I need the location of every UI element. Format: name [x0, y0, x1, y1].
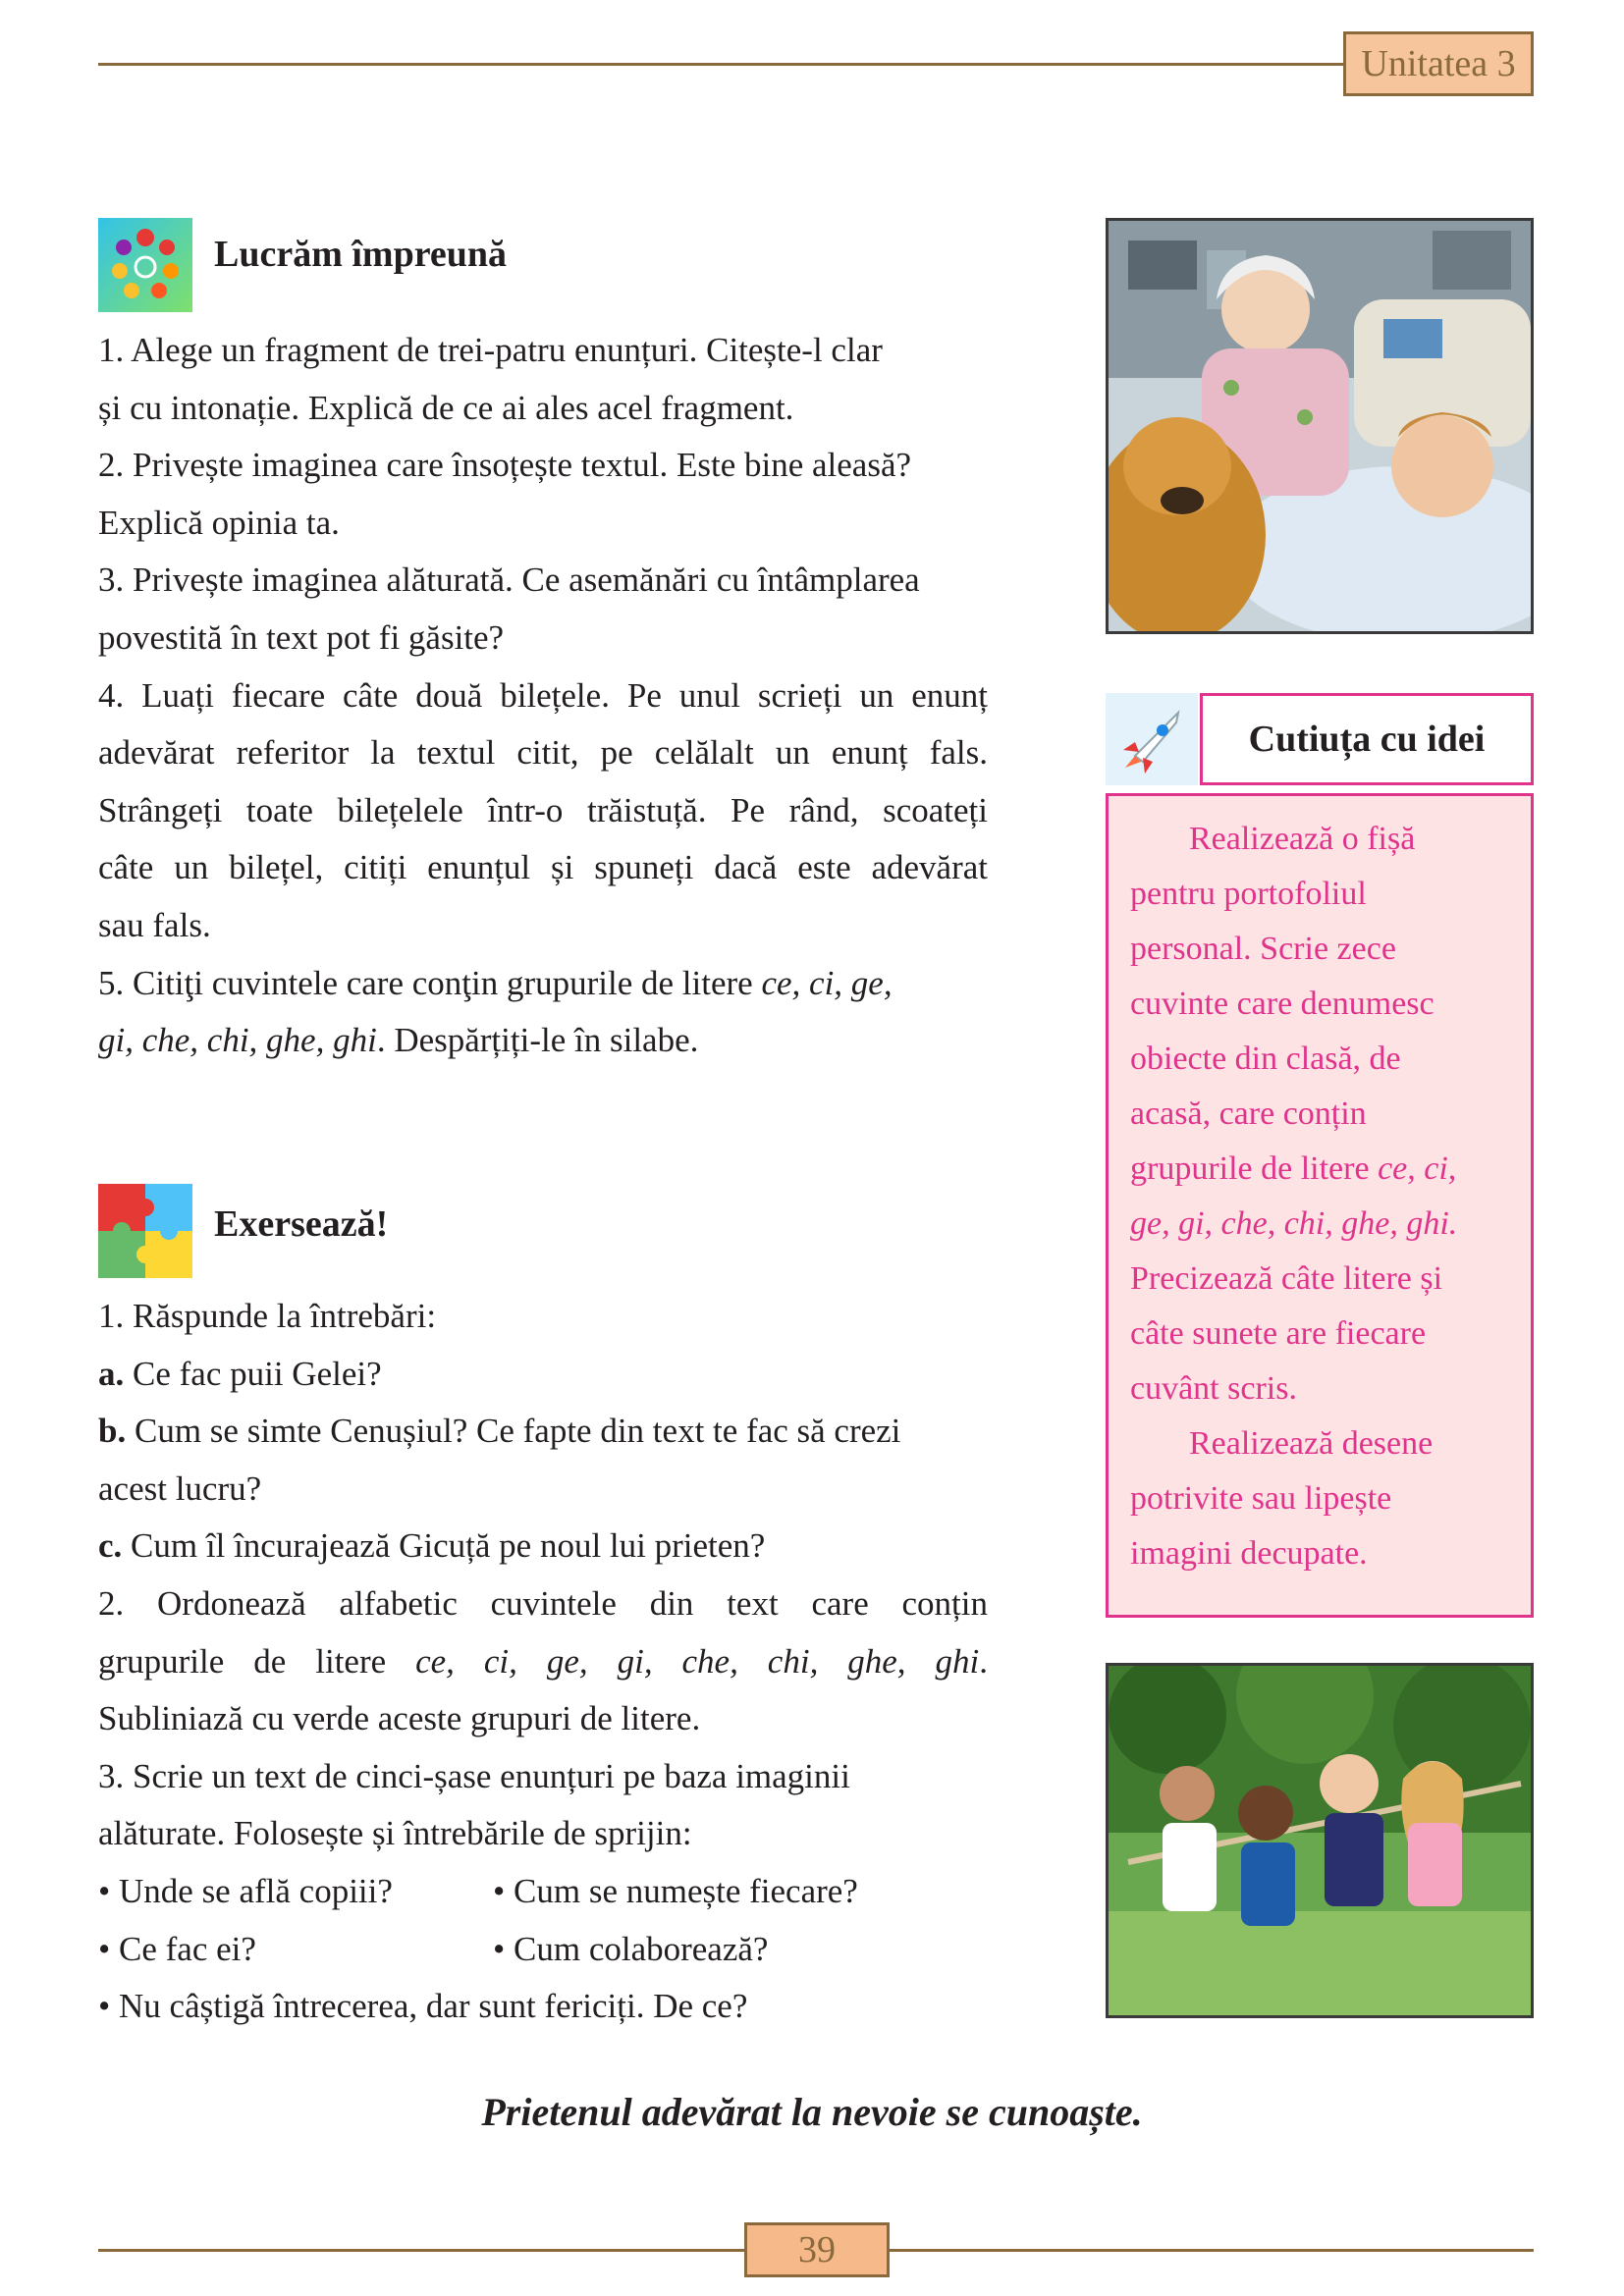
exercise-q2b: [98, 1633, 988, 1691]
exercise-qa-label: a.: [98, 1354, 125, 1393]
exercise-qa-text: Ce fac puii Gelei?: [124, 1354, 382, 1393]
bullet-doing: • Ce fac ei?: [98, 1929, 256, 1968]
exercise-q2c: Subliniază cu verde aceste grupuri de litere.: [98, 1699, 701, 1738]
work-item-4d: câte un bilețel, citiți enunțul și spuneți dacă este adevărat: [98, 848, 988, 887]
exercise-q1: 1. Răspunde la întrebări:: [98, 1297, 437, 1335]
work-item-2b: Explică opinia ta.: [98, 503, 340, 542]
ideas-line-4: cuvinte care denumesc: [1130, 986, 1435, 1022]
exercise-q2b-letters: ce, ci, ge, gi, che, chi, ghe, ghi: [415, 1641, 980, 1681]
work-item-4a: 4. Luați fiecare câte două bilețele. Pe unul scrieți un enunț: [98, 675, 988, 715]
section-title-exercise: Exersează!: [214, 1203, 389, 1245]
ideas-line-7: [1130, 1142, 1513, 1197]
work-item-1b: și cu intonație. Explică de ce ai ales acel fragment.: [98, 388, 794, 427]
exercise-q2b-suffix: .: [979, 1641, 988, 1681]
exercise-qb-label: b.: [98, 1412, 127, 1451]
exercise-qb2: acest lucru?: [98, 1468, 262, 1508]
ideas-line-5: obiecte din clasă, de: [1130, 1041, 1401, 1077]
work-item-2a: 2. Privește imaginea care însoțește textul. Este bine aleasă?: [98, 446, 912, 485]
work-items: [98, 322, 988, 1070]
exercise-q3b: alăturate. Folosește și întrebările de sprijin:: [98, 1814, 692, 1853]
ideas-line-3: personal. Scrie zece: [1130, 931, 1396, 967]
bullet-collaborate: • Cum colaborează?: [493, 1929, 769, 1968]
ideas-line-2: pentru portofoliul: [1130, 876, 1367, 912]
ideas-line-8-letters: ge, gi, che, chi, ghe, ghi.: [1130, 1205, 1458, 1242]
work-item-5-prefix: 5. Citiţi cuvintele care conţin grupurile de litere: [98, 963, 762, 1002]
hospital-photo: [1106, 218, 1534, 634]
work-item-4e: sau fals.: [98, 905, 211, 944]
bullet-row-2: [98, 1921, 988, 1979]
exercise-q2b-prefix: grupurile de litere: [98, 1641, 416, 1681]
ideas-line-10: câte sunete are fiecare: [1130, 1315, 1427, 1352]
exercise-qc-label: c.: [98, 1526, 123, 1566]
exercise-q2a: 2. Ordonează alfabetic cuvintele din text care conțin: [98, 1583, 988, 1623]
ideas-line-14: imagini decupate.: [1130, 1535, 1368, 1572]
ideas-line-6: acasă, care conțin: [1130, 1095, 1367, 1132]
people-circle-icon: [98, 218, 192, 312]
work-item-4b: adevărat referitor la textul citit, pe celălalt un enunț fals.: [98, 733, 988, 773]
exercise-qb1: [98, 1403, 988, 1461]
kids-tug-of-war-photo: [1106, 1663, 1534, 2018]
work-item-5-letters2: gi, che, chi, ghe, ghi: [98, 1021, 377, 1060]
work-item-4c: Strângeți toate bilețelele într-o trăistuță. Pe rând, scoateți: [98, 790, 988, 829]
exercise-qc: [98, 1518, 988, 1575]
exercise-items: [98, 1288, 988, 2036]
ideas-line-13: potrivite sau lipește: [1130, 1480, 1392, 1517]
footer-rule-right: [890, 2249, 1534, 2252]
exercise-qc-text: Cum îl încurajează Gicuță pe noul lui prieten?: [122, 1526, 766, 1566]
section-title-work: Lucrăm împreună: [214, 234, 508, 275]
unit-label: Unitatea 3: [1343, 31, 1534, 96]
work-item-3b: povestită în text pot fi găsite?: [98, 617, 505, 657]
bullet-where: • Unde se află copiii?: [98, 1871, 393, 1910]
ideas-line-8: [1130, 1197, 1513, 1252]
bullet-happy: • Nu câștigă întrecerea, dar sunt fericiți. De ce?: [98, 1987, 748, 2026]
ideas-line-7-prefix: grupurile de litere: [1130, 1150, 1379, 1187]
work-item-3a: 3. Privește imaginea alăturată. Ce asemănări cu întâmplarea: [98, 561, 920, 600]
exercise-qa: [98, 1346, 988, 1404]
ideas-box: [1106, 793, 1534, 1618]
work-item-1a: 1. Alege un fragment de trei-patru enunțuri. Citește-l clar: [98, 331, 883, 369]
motto: Prietenul adevărat la nevoie se cunoaște.: [481, 2090, 1143, 2134]
ideas-title: Cutiuța cu idei: [1200, 693, 1534, 785]
ideas-line-9: Precizează câte litere și: [1130, 1260, 1443, 1297]
work-item-5-letters1: ce, ci, ge,: [761, 963, 893, 1002]
bullet-row-1: [98, 1863, 988, 1921]
page-number: 39: [744, 2222, 890, 2277]
ideas-line-1: Realizează o fișă: [1189, 821, 1416, 857]
exercise-qb-text1: Cum se simte Cenușiul? Ce fapte din text te fac să crezi: [126, 1412, 901, 1451]
work-item-5-suffix: . Despărțiți-le în silabe.: [376, 1021, 699, 1060]
ideas-line-7-letters: ce, ci,: [1378, 1150, 1457, 1187]
exercise-q3a: 3. Scrie un text de cinci-șase enunțuri pe baza imaginii: [98, 1756, 850, 1795]
ideas-line-12: Realizează desene: [1189, 1425, 1434, 1462]
ideas-line-11: cuvânt scris.: [1130, 1370, 1297, 1407]
puzzle-icon: [98, 1184, 192, 1278]
header-rule: [98, 63, 1343, 66]
work-item-5a: [98, 955, 988, 1013]
footer-rule-left: [98, 2249, 744, 2252]
work-item-5b: [98, 1012, 988, 1070]
rocket-icon: [1106, 693, 1198, 785]
bullet-names: • Cum se numește fiecare?: [493, 1871, 858, 1910]
